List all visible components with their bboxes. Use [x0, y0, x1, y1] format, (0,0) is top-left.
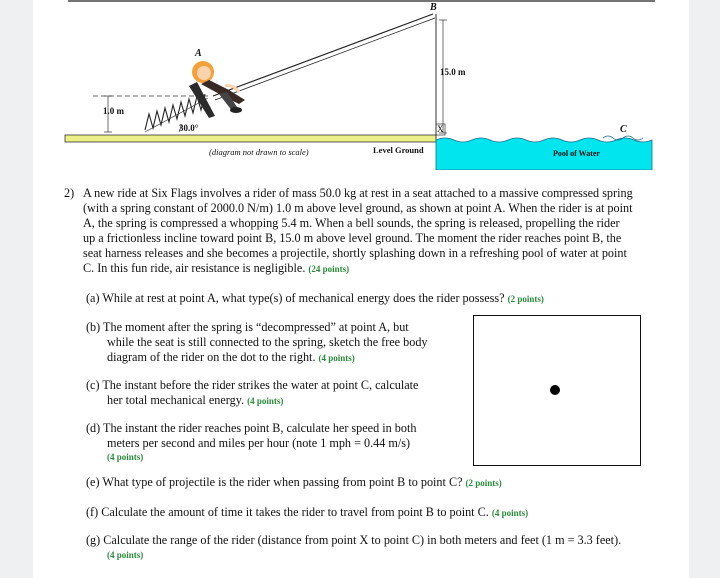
question-label: (d) [86, 421, 101, 435]
question-label: (b) [86, 320, 101, 334]
problem-line: C. In this fun ride, air resistance is negligible. [83, 261, 306, 275]
label-b: B [430, 2, 437, 13]
question-points: (4 points) [107, 452, 144, 462]
label-a: A [195, 48, 202, 59]
label-c: C [620, 124, 627, 135]
incline-line [213, 14, 433, 96]
problem-statement [83, 186, 688, 277]
question-text: Calculate the amount of time it takes the rider to travel from point B to point C. [101, 505, 489, 519]
question-points: (2 points) [465, 478, 502, 488]
question-label: (f) [86, 505, 99, 519]
question-d [86, 421, 466, 463]
problem-line: A, the spring is compressed a whopping 5.4 m. When a bell sounds, the spring is released, propelling the rider [83, 216, 620, 230]
question-text: The instant the rider reaches point B, calculate her speed in both [103, 421, 417, 435]
incline-rail [215, 18, 435, 100]
question-text: meters per second and miles per hour (note 1 mph = 0.44 m/s) [107, 436, 411, 450]
angle-label: 30.0° [179, 123, 199, 133]
question-text: while the seat is still connected to the spring, sketch the free body [107, 335, 428, 349]
question-b [86, 320, 466, 366]
question-points: (4 points) [107, 550, 144, 560]
worksheet-page [33, 0, 689, 578]
question-text: diagram of the rider on the dot to the right. [107, 350, 316, 364]
question-label: (c) [86, 378, 100, 392]
level-ground-strip [65, 135, 436, 142]
question-points: (4 points) [491, 508, 529, 518]
rider-dot-icon [550, 385, 560, 395]
not-to-scale-note: (diagram not drawn to scale) [209, 147, 309, 157]
level-ground-label: Level Ground [373, 145, 424, 155]
question-text: Calculate the range of the rider (distance from point X to point C) in both meters and feet (1 m = 3.3 feet). [103, 533, 622, 547]
question-text: her total mechanical energy. [107, 393, 245, 407]
pool-label: Pool of Water [553, 149, 600, 158]
question-points: (4 points) [318, 353, 355, 363]
problem-points: (24 points) [308, 264, 350, 274]
question-label: (a) [86, 291, 100, 305]
pool-of-water [436, 138, 652, 170]
problem-line: (with a spring constant of 2000.0 N/m) 1.0 m above level ground, as shown at point A. When the rider is at point [83, 201, 633, 215]
problem-number: 2) [64, 186, 75, 200]
question-g [86, 533, 686, 561]
problem-line: up a frictionless incline toward point B, 15.0 m above level ground. The moment the rider reaches point B, the [83, 231, 622, 245]
height-b-label: 15.0 m [440, 67, 466, 77]
question-label: (e) [86, 475, 100, 489]
question-points: (4 points) [247, 396, 284, 406]
question-points: (2 points) [507, 294, 544, 304]
question-label: (g) [86, 533, 101, 547]
free-body-diagram-box[interactable] [473, 315, 641, 466]
label-x: X [437, 124, 444, 134]
question-text: What type of projectile is the rider when passing from point B to point C? [102, 475, 463, 489]
problem-line: A new ride at Six Flags involves a rider of mass 50.0 kg at rest in a seat attached to a massive compressed spring [83, 186, 633, 200]
question-a [86, 291, 544, 307]
question-text: While at rest at point A, what type(s) of mechanical energy does the rider possess? [102, 291, 505, 305]
ride-diagram [33, 0, 689, 170]
question-text: The instant before the rider strikes the water at point C, calculate [102, 378, 419, 392]
question-e [86, 475, 502, 491]
question-text: The moment after the spring is “decompressed” at point A, but [103, 320, 409, 334]
question-c [86, 378, 466, 409]
problem-line: seat harness releases and she becomes a projectile, shortly splashing down in a refreshing pool of water at point [83, 246, 627, 260]
rider-icon [189, 61, 245, 118]
question-f [86, 505, 528, 521]
height-a-label: 1.0 m [103, 106, 124, 116]
